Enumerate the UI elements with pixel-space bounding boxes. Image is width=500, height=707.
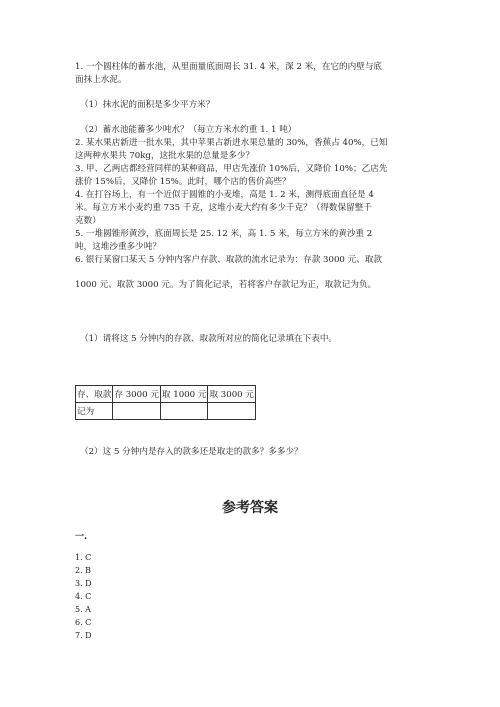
q6-line2: 1000 元、取款 3000 元。为了简化记录，若将客户存款记为正，取款记为负。 <box>75 280 377 290</box>
q4-line1: 4. 在打谷场上，有一个近似于圆锥的小麦堆，高是 1. 2 米，测得底面直径是 4 <box>75 190 374 200</box>
q1-line2: 面抹上水泥。 <box>75 75 127 85</box>
table-cell-empty <box>160 403 208 420</box>
table-header-cell: 存、取款 <box>76 386 113 403</box>
section-label: 一. <box>75 532 88 542</box>
q4-line2: 米。每立方米小麦约重 735 千克，这堆小麦大约有多少千克？（得数保留整千 <box>75 203 372 213</box>
q2-line2: 这两种水果共 70kg，这批水果的总量是多少？ <box>75 151 255 161</box>
q1-line1: 1. 一个圆柱体的蓄水池，从里面量底面周长 31. 4 米，深 2 米，在它的内壁与底 <box>75 62 383 72</box>
q6-line1: 6. 银行某窗口某天 5 分钟内客户存款、取款的流水记录为：存款 3000 元、取款 <box>75 255 383 265</box>
list-item: 4. C <box>75 592 92 601</box>
list-item: 3. D <box>75 579 92 588</box>
q6-sub2: （2）这 5 分钟内是存入的款多还是取走的款多？多多少？ <box>80 447 303 457</box>
list-item: 7. D <box>75 631 92 640</box>
list-item: 1. C <box>75 553 92 562</box>
q1-sub2: （2）蓄水池能蓄多少吨水？（每立方米水约重 1. 1 吨） <box>80 125 297 135</box>
q3-line2: 涨价 15%后，又降价 15%。此时，哪个店的售价高些？ <box>75 177 291 187</box>
table-header-cell: 存 3000 元 <box>113 386 161 403</box>
q4-line3: 克数） <box>75 216 101 226</box>
table-row-label: 记为 <box>76 403 113 420</box>
table-cell-empty <box>208 403 256 420</box>
q3-line1: 3. 甲、乙两店都经营同样的某种商品，甲店先涨价 10%后，又降价 10%；乙店先 <box>75 164 388 174</box>
list-item: 2. B <box>75 566 92 575</box>
table-cell-empty <box>113 403 161 420</box>
table-header-cell: 取 1000 元 <box>160 386 208 403</box>
record-table <box>75 385 256 420</box>
q5-line1: 5. 一堆圆锥形黄沙，底面周长是 25. 12 米，高 1. 5 米，每立方米的黄沙重 2 <box>75 229 373 239</box>
list-item: 5. A <box>75 605 91 614</box>
q1-sub1: （1）抹水泥的面积是多少平方米？ <box>80 100 215 110</box>
table-row <box>76 403 256 420</box>
q5-line2: 吨，这堆沙重多少吨？ <box>75 242 161 252</box>
table-header-row <box>76 386 256 403</box>
q6-sub1: （1）请将这 5 分钟内的存款、取款所对应的简化记录填在下表中。 <box>80 334 338 344</box>
answer-title: 参考答案 <box>222 500 278 516</box>
table-header-cell: 取 3000 元 <box>208 386 256 403</box>
q2-line1: 2. 某水果店新进一批水果，其中苹果占新进水果总量的 30%，香蕉占 40%，已知 <box>75 138 388 148</box>
list-item: 6. C <box>75 618 92 627</box>
